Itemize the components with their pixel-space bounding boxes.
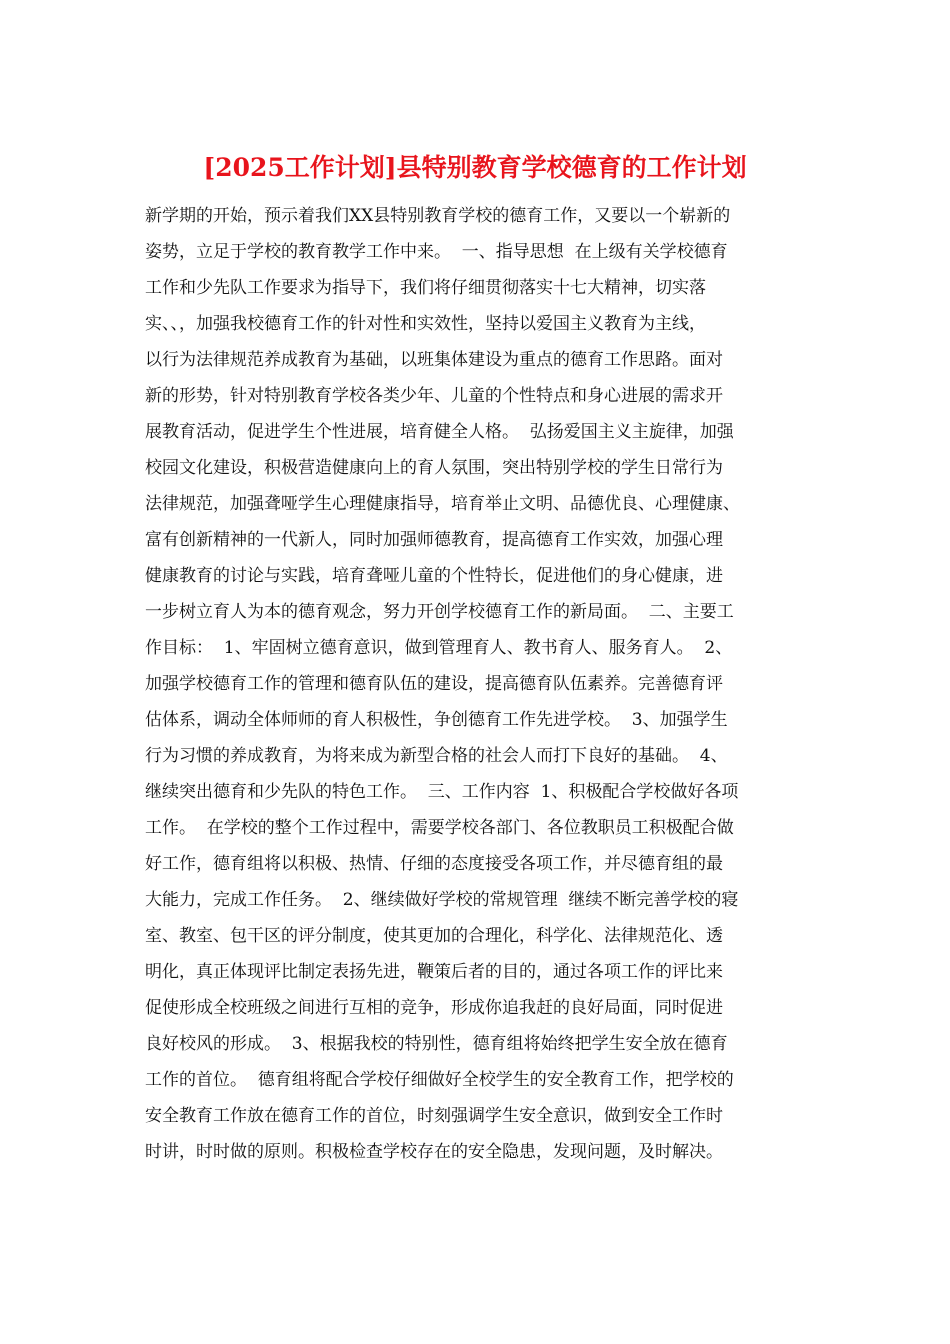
body-line: 法律规范，加强聋哑学生心理健康指导，培育举止文明、品德优良、心理健康、 <box>145 494 740 514</box>
body-line: 继续突出德育和少先队的特色工作。 三、工作内容 1、积极配合学校做好各项 <box>145 782 739 802</box>
body-line: 实、、，加强我校德育工作的针对性和实效性，坚持以爱国主义教育为主线， <box>145 314 706 334</box>
document-title: [2025工作计划]县特别教育学校德育的工作计划 <box>203 153 747 182</box>
body-line: 促使形成全校班级之间进行互相的竞争，形成你追我赶的良好局面，同时促进 <box>145 998 723 1018</box>
body-line: 室、教室、包干区的评分制度，使其更加的合理化，科学化、法律规范化、透 <box>145 926 723 946</box>
body-line: 良好校风的形成。 3、根据我校的特别性，德育组将始终把学生安全放在德育 <box>145 1034 728 1054</box>
body-line: 明化，真正体现评比制定表扬先进，鞭策后者的目的，通过各项工作的评比来 <box>145 962 723 982</box>
body-line: 安全教育工作放在德育工作的首位，时刻强调学生安全意识，做到安全工作时 <box>145 1106 723 1126</box>
document-body <box>145 198 810 1170</box>
body-line: 工作的首位。 德育组将配合学校仔细做好全校学生的安全教育工作，把学校的 <box>145 1070 734 1090</box>
body-line: 行为习惯的养成教育，为将来成为新型合格的社会人而打下良好的基础。 4、 <box>145 746 728 766</box>
body-line: 大能力，完成工作任务。 2、继续做好学校的常规管理 继续不断完善学校的寝 <box>145 890 739 910</box>
body-line: 校园文化建设，积极营造健康向上的育人氛围，突出特别学校的学生日常行为 <box>145 458 723 478</box>
body-line: 姿势，立足于学校的教育教学工作中来。 一、指导思想 在上级有关学校德育 <box>145 242 728 262</box>
body-line: 加强学校德育工作的管理和德育队伍的建设，提高德育队伍素养。完善德育评 <box>145 674 723 694</box>
body-line: 工作和少先队工作要求为指导下，我们将仔细贯彻落实十七大精神，切实落 <box>145 278 706 298</box>
body-line: 工作。 在学校的整个工作过程中，需要学校各部门、各位教职员工积极配合做 <box>145 818 734 838</box>
body-line: 估体系，调动全体师师的育人积极性，争创德育工作先进学校。 3、加强学生 <box>145 710 728 730</box>
body-line: 展教育活动，促进学生个性进展，培育健全人格。 弘扬爱国主义主旋律，加强 <box>145 422 734 442</box>
body-line: 一步树立育人为本的德育观念，努力开创学校德育工作的新局面。 二、主要工 <box>145 602 734 622</box>
body-line: 新学期的开始，预示着我们XX县特别教育学校的德育工作，又要以一个崭新的 <box>145 206 731 226</box>
body-line: 以行为法律规范养成教育为基础，以班集体建设为重点的德育工作思路。面对 <box>145 350 723 370</box>
body-line: 富有创新精神的一代新人，同时加强师德教育，提高德育工作实效，加强心理 <box>145 530 723 550</box>
body-line: 新的形势，针对特别教育学校各类少年、儿童的个性特点和身心进展的需求开 <box>145 386 723 406</box>
body-line: 时讲，时时做的原则。积极检查学校存在的安全隐患，发现问题，及时解决。 <box>145 1142 723 1162</box>
body-line: 健康教育的讨论与实践，培育聋哑儿童的个性特长，促进他们的身心健康，进 <box>145 566 723 586</box>
body-line: 作目标： 1、牢固树立德育意识，做到管理育人、教书育人、服务育人。 2、 <box>145 638 733 658</box>
body-line: 好工作，德育组将以积极、热情、仔细的态度接受各项工作，并尽德育组的最 <box>145 854 723 874</box>
